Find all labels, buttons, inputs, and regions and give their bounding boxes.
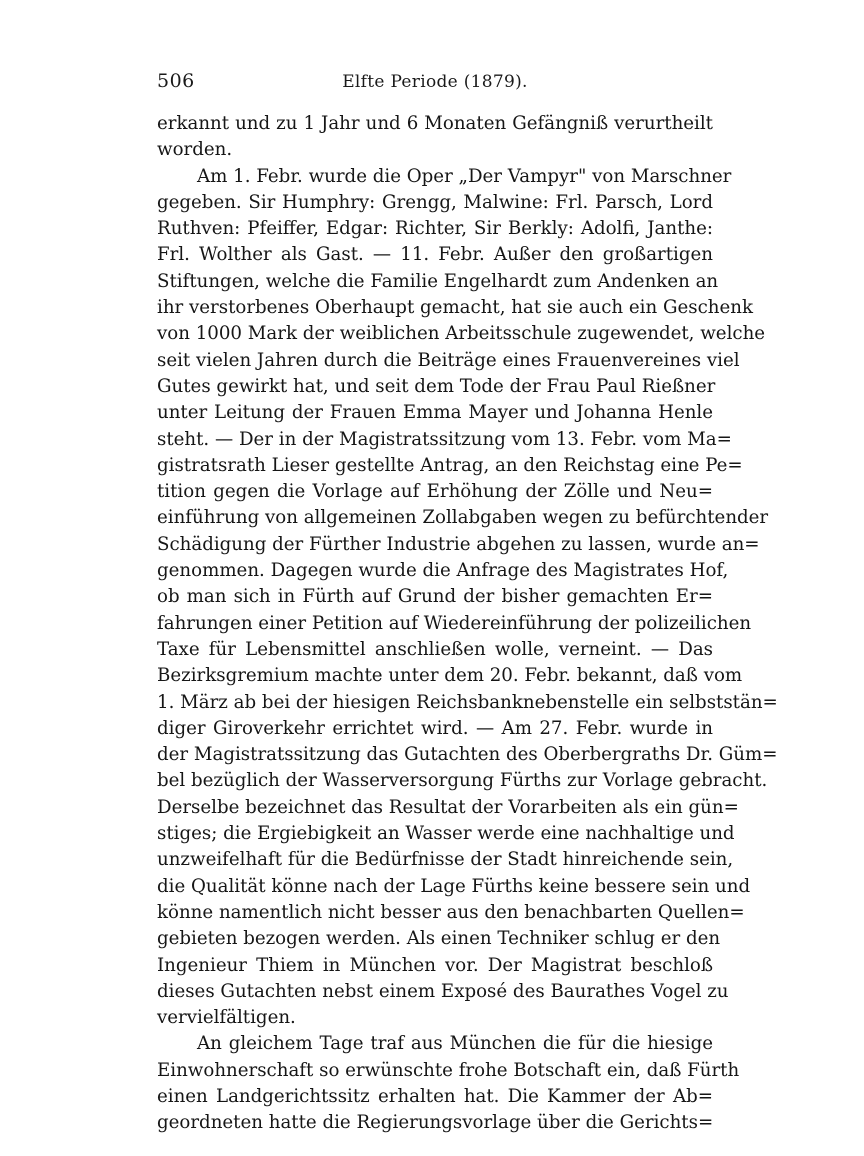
text-line: Stiftungen, welche die Familie Engelhardt zum Andenken an bbox=[157, 270, 719, 292]
text-line: gistratsrath Lieser gestellte Antrag, an den Reichstag eine Pe= bbox=[157, 454, 743, 476]
text-line: einen Landgerichtssitz erhalten hat. Die Kammer der Ab= bbox=[157, 1085, 713, 1107]
text-line: Derselbe bezeichnet das Resultat der Vorarbeiten als ein gün= bbox=[157, 796, 739, 818]
text-line: An gleichem Tage traf aus München die für die hiesige bbox=[197, 1033, 713, 1055]
text-line: Schädigung der Fürther Industrie abgehen zu lassen, wurde an= bbox=[157, 533, 760, 555]
running-head: Elfte Periode (1879). bbox=[342, 72, 528, 92]
text-line: diger Giroverkehr errichtet wird. — Am 27. Febr. wurde in bbox=[157, 717, 713, 739]
text-line: Einwohnerschaft so erwünschte frohe Botschaft ein, daß Fürth bbox=[157, 1059, 740, 1081]
text-line: seit vielen Jahren durch die Beiträge eines Frauenvereines viel bbox=[157, 349, 740, 371]
text-line: vervielfältigen. bbox=[157, 1007, 296, 1029]
text-line: von 1000 Mark der weiblichen Arbeitsschule zugewendet, welche bbox=[157, 323, 766, 345]
text-line: Gutes gewirkt hat, und seit dem Tode der Frau Paul Rießner bbox=[157, 375, 716, 397]
text-line: ob man sich in Fürth auf Grund der bisher gemachten Er= bbox=[157, 586, 713, 608]
text-line: bel bezüglich der Wasserversorgung Fürths zur Vorlage gebracht. bbox=[157, 770, 768, 792]
text-line: worden. bbox=[157, 139, 233, 161]
text-line: Ingenieur Thiem in München vor. Der Magistrat beschloß bbox=[157, 954, 713, 976]
text-line: einführung von allgemeinen Zollabgaben wegen zu befürchtender bbox=[157, 507, 769, 529]
text-line: gegeben. Sir Humphry: Grengg, Malwine: Frl. Parsch, Lord bbox=[157, 191, 713, 213]
text-line: Taxe für Lebensmittel anschließen wolle, verneint. — Das bbox=[157, 638, 713, 660]
text-line: steht. — Der in der Magistratssitzung vom 13. Febr. vom Ma= bbox=[157, 428, 732, 450]
text-line: fahrungen einer Petition auf Wiedereinführung der polizeilichen bbox=[157, 612, 752, 634]
text-line: gebieten bezogen werden. Als einen Techniker schlug er den bbox=[157, 928, 721, 950]
text-line: 1. März ab bei der hiesigen Reichsbanknebenstelle ein selbststän= bbox=[157, 691, 778, 713]
page-number: 506 bbox=[157, 70, 195, 92]
text-line: Am 1. Febr. wurde die Oper „Der Vampyr" von Marschner bbox=[197, 165, 732, 187]
text-line: Frl. Wolther als Gast. — 11. Febr. Außer den großartigen bbox=[157, 244, 713, 266]
text-line: die Qualität könne nach der Lage Fürths keine bessere sein und bbox=[157, 875, 751, 897]
text-line: erkannt und zu 1 Jahr und 6 Monaten Gefängniß verurtheilt bbox=[157, 113, 713, 134]
text-line: Bezirksgremium machte unter dem 20. Febr. bekannt, daß vom bbox=[157, 665, 743, 687]
text-line: der Magistratssitzung das Gutachten des Oberbergraths Dr. Güm= bbox=[157, 744, 778, 766]
text-line: tition gegen die Vorlage auf Erhöhung der Zölle und Neu= bbox=[157, 481, 713, 503]
text-line: stiges; die Ergiebigkeit an Wasser werde eine nachhaltige und bbox=[157, 823, 735, 845]
body-text bbox=[157, 111, 778, 1137]
text-line: unter Leitung der Frauen Emma Mayer und Johanna Henle bbox=[157, 402, 713, 424]
page-header bbox=[157, 68, 713, 100]
text-line: geordneten hatte die Regierungsvorlage über die Gerichts= bbox=[157, 1112, 714, 1134]
text-line: genommen. Dagegen wurde die Anfrage des Magistrates Hof, bbox=[157, 560, 729, 582]
text-line: könne namentlich nicht besser aus den benachbarten Quellen= bbox=[157, 901, 745, 923]
text-line: dieses Gutachten nebst einem Exposé des Baurathes Vogel zu bbox=[157, 980, 729, 1002]
text-line: unzweifelhaft für die Bedürfnisse der Stadt hinreichende sein, bbox=[157, 849, 734, 871]
text-line: ihr verstorbenes Oberhaupt gemacht, hat sie auch ein Geschenk bbox=[157, 297, 753, 319]
text-line: Ruthven: Pfeiffer, Edgar: Richter, Sir Berkly: Adolfi, Janthe: bbox=[157, 218, 713, 240]
